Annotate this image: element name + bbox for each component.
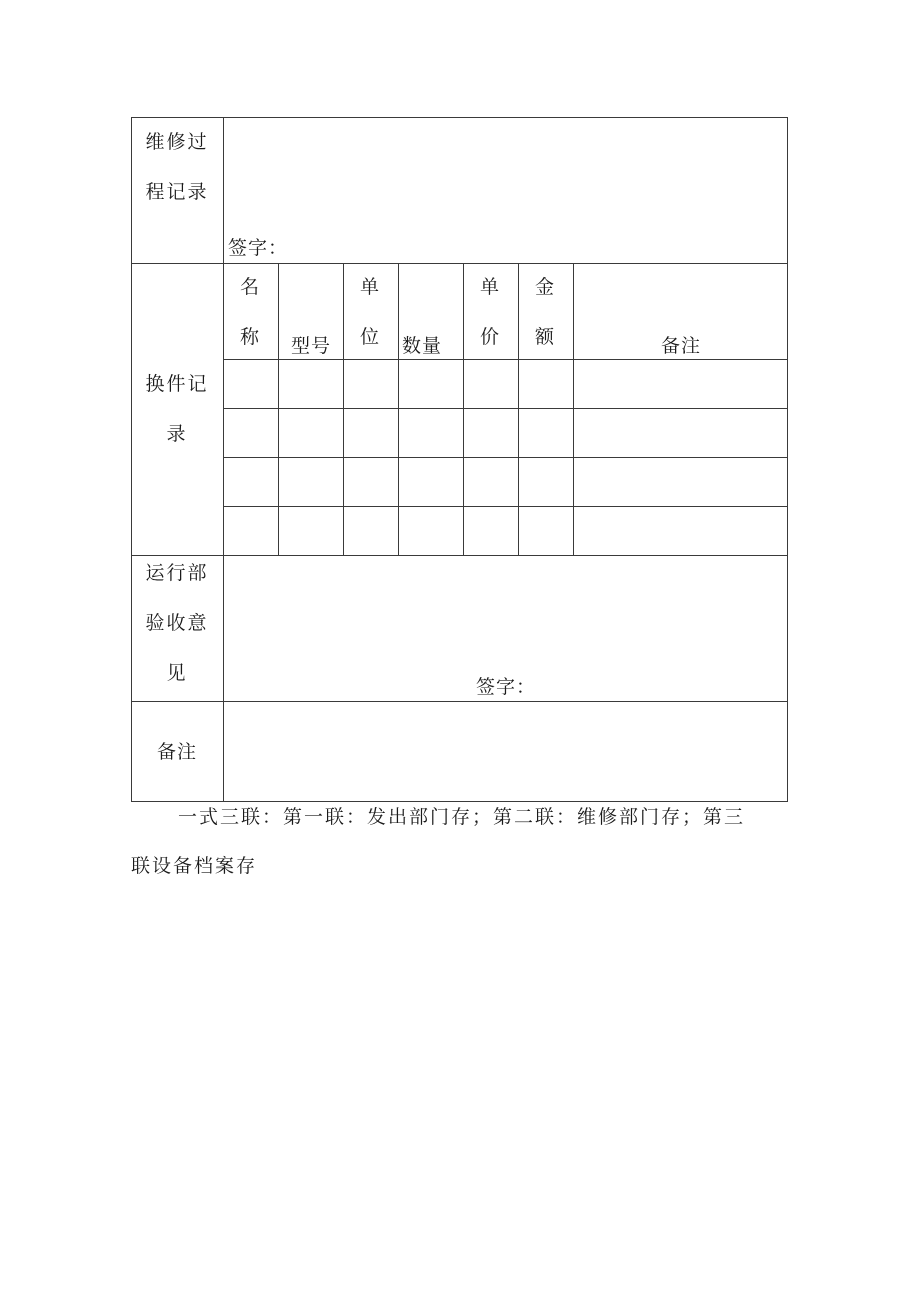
parts-row-2[interactable] xyxy=(224,409,787,457)
header-amount-line1: 金 xyxy=(534,276,556,298)
acceptance-label-line3: 见 xyxy=(166,662,188,684)
header-unit-line1: 单 xyxy=(359,276,381,298)
parts-row-3[interactable] xyxy=(224,458,787,506)
header-name-line2: 称 xyxy=(239,326,261,348)
repair-signature-label: 签字： xyxy=(228,237,289,259)
header-amount-line2: 额 xyxy=(534,326,556,348)
acceptance-label-line2: 验收意 xyxy=(145,612,209,634)
acceptance-signature-label: 签字： xyxy=(476,676,537,698)
header-unit-price-line2: 价 xyxy=(479,326,501,348)
header-name-line1: 名 xyxy=(239,276,261,298)
repair-process-label-line1: 维修过 xyxy=(145,131,209,153)
table-border-left xyxy=(131,117,132,802)
parts-replacement-label-line2: 录 xyxy=(166,423,188,445)
repair-process-label xyxy=(131,117,223,217)
parts-replacement-label xyxy=(131,359,223,459)
header-model: 型号 xyxy=(291,335,332,357)
table-border-bottom xyxy=(131,801,788,802)
table-border-top xyxy=(131,117,788,118)
header-name xyxy=(223,262,278,362)
footnote-line2: 联设备档案存 xyxy=(131,855,258,877)
parts-replacement-label-line1: 换件记 xyxy=(145,373,209,395)
acceptance-label-line1: 运行部 xyxy=(145,562,209,584)
header-quantity: 数量 xyxy=(402,335,443,357)
repair-process-label-line2: 程记录 xyxy=(145,181,209,203)
header-unit-line2: 位 xyxy=(359,326,381,348)
remarks-label: 备注 xyxy=(157,741,198,763)
header-unit xyxy=(343,262,398,362)
acceptance-label xyxy=(131,548,223,698)
header-unit-price-line1: 单 xyxy=(479,276,501,298)
parts-row-4[interactable] xyxy=(224,507,787,555)
footnote-line1: 一式三联：第一联：发出部门存；第二联：维修部门存；第三 xyxy=(178,806,746,828)
header-amount xyxy=(518,262,573,362)
parts-row-1[interactable] xyxy=(224,360,787,408)
header-remarks: 备注 xyxy=(661,335,702,357)
remarks-field[interactable] xyxy=(224,702,787,801)
table-border-right xyxy=(787,117,788,802)
header-unit-price xyxy=(463,262,518,362)
row-divider-2 xyxy=(131,555,788,556)
